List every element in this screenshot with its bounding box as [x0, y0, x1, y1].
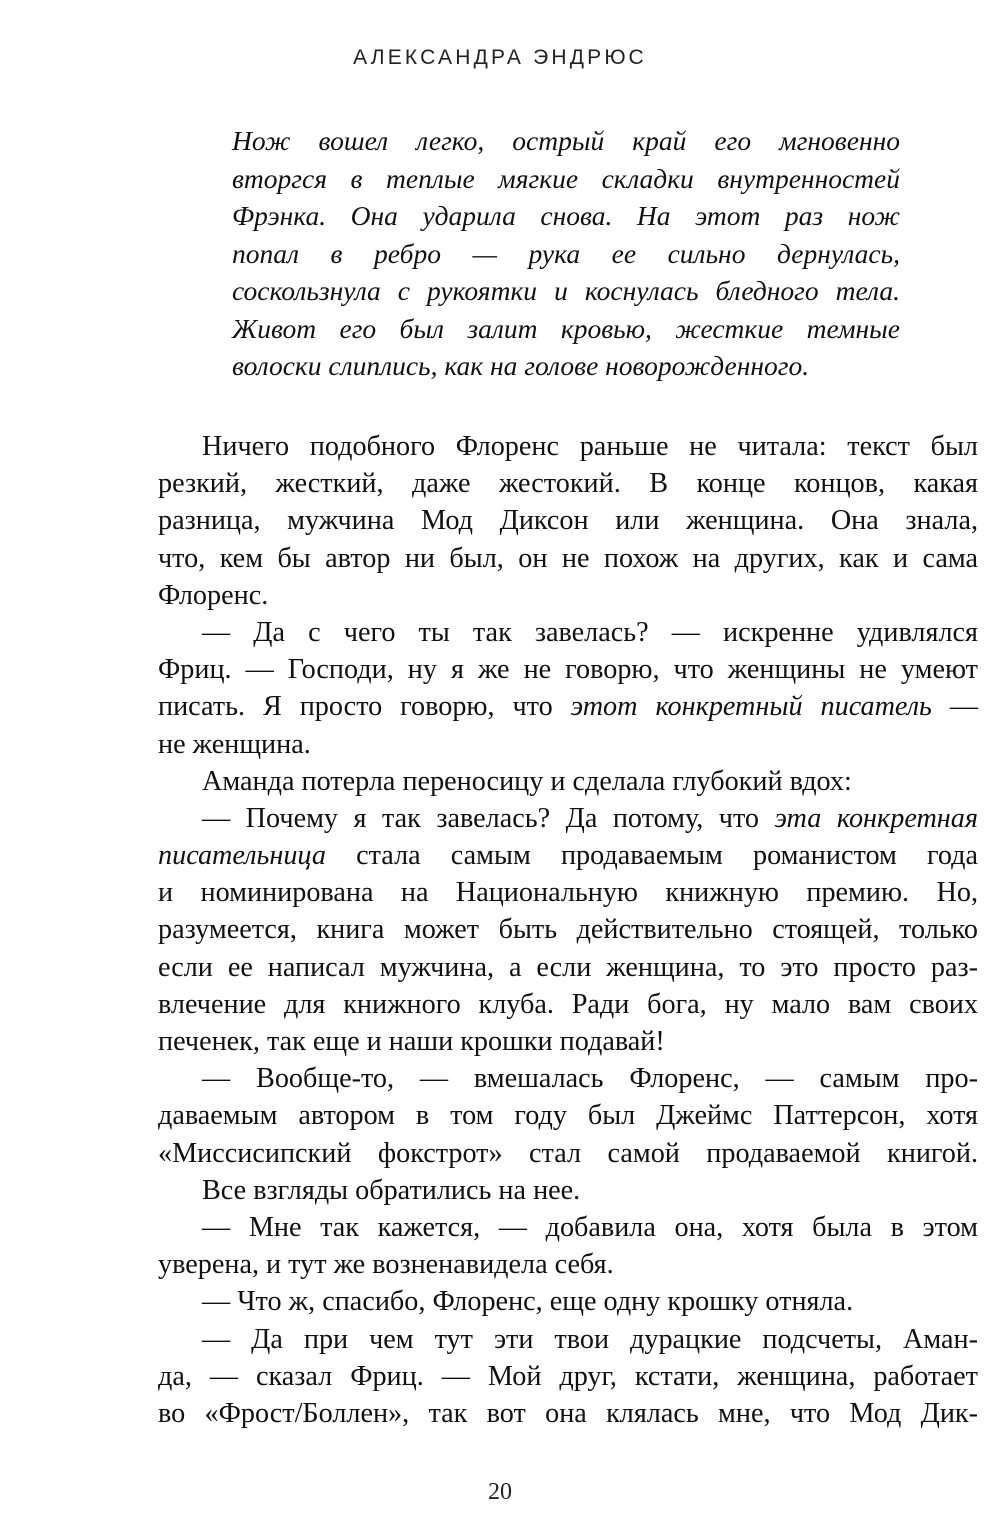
- text-line: если ее написал мужчина, а если женщина, то это просто раз-: [158, 951, 978, 983]
- page-number: 20: [488, 1479, 512, 1505]
- text-line: Аманда потерла переносицу и сделала глубокий вдох:: [202, 765, 852, 797]
- epigraph-line: попал в ребро — рука ее сильно дернулась,: [232, 237, 900, 269]
- text-line: Флоренс.: [158, 579, 269, 611]
- text-line: во «Фрост/Боллен», так вот она клялась мне, что Мод Дик-: [158, 1397, 978, 1429]
- text-line: влечение для книжного клуба. Ради бога, ну мало вам своих: [158, 988, 978, 1020]
- text-line: [158, 837, 978, 874]
- text-line: что, кем бы автор ни был, он не похож на других, как и сама: [158, 542, 978, 574]
- text-line: печенек, так еще и наши крошки подавай!: [158, 1026, 665, 1057]
- epigraph-line: соскользнула с рукоятки и коснулась бледного тела.: [232, 275, 900, 306]
- epigraph-line: вторгся в теплые мягкие складки внутренностей: [232, 162, 900, 194]
- epigraph-line: Живот его был залит кровью, жесткие темные: [232, 312, 900, 344]
- text-line: не женщина.: [158, 728, 311, 760]
- text-run: стала самым продаваемым романистом года: [325, 840, 978, 872]
- text-line: [158, 688, 978, 725]
- running-head: АЛЕКСАНДРА ЭНДРЮС: [353, 46, 647, 69]
- text-line: Все взгляды обратились на нее.: [202, 1174, 581, 1206]
- text-run: —: [931, 691, 979, 723]
- text-run: писать. Я просто говорю, что: [158, 691, 571, 723]
- text-line: [158, 800, 978, 837]
- text-line: Ничего подобного Флоренс раньше не читала: текст был: [202, 431, 978, 462]
- text-line: резкий, жесткий, даже жестокий. В конце концов, какая: [158, 468, 978, 500]
- italic-run: эта конкретная: [774, 802, 978, 834]
- text-line: уверена, и тут же возненавидела себя.: [158, 1249, 614, 1281]
- epigraph: [232, 122, 900, 385]
- text-line: — Да с чего ты так завелась? — искренне удивлялся: [202, 616, 978, 648]
- epigraph-line: Нож вошел легко, острый край его мгновенно: [232, 125, 900, 156]
- text-line: и номинирована на Национальную книжную премию. Но,: [158, 877, 978, 909]
- italic-run: этот конкретный писатель: [570, 691, 932, 723]
- text-line: разница, мужчина Мод Диксон или женщина. Она знала,: [158, 505, 978, 537]
- text-line: «Миссисипский фокстрот» стал самой продаваемой книгой.: [158, 1137, 978, 1169]
- text-line: — Что ж, спасибо, Флоренс, еще одну крошку отняла.: [202, 1286, 854, 1318]
- epigraph-line: Фрэнка. Она ударила снова. На этот раз нож: [232, 200, 900, 231]
- text-run: — Почему я так завелась? Да потому, что: [202, 802, 775, 834]
- epigraph-line: волоски слиплись, как на голове новорожденного.: [232, 350, 810, 381]
- text-line: — Да при чем тут эти твои дурацкие подсчеты, Аман-: [202, 1323, 978, 1355]
- text-line: — Вообще-то, — вмешалась Флоренс, — самым про-: [202, 1063, 978, 1095]
- text-line: Фриц. — Господи, ну я же не говорю, что женщины не умеют: [158, 654, 978, 686]
- text-line: разумеется, книга может быть действительно стоящей, только: [158, 914, 978, 946]
- text-line: — Мне так кажется, — добавила она, хотя была в этом: [202, 1211, 978, 1243]
- body-text: [158, 428, 978, 1432]
- text-line: да, — сказал Фриц. — Мой друг, кстати, женщина, работает: [158, 1360, 978, 1392]
- text-line: даваемым автором в том году был Джеймс Паттерсон, хотя: [158, 1100, 978, 1132]
- italic-run: писательница: [158, 840, 326, 872]
